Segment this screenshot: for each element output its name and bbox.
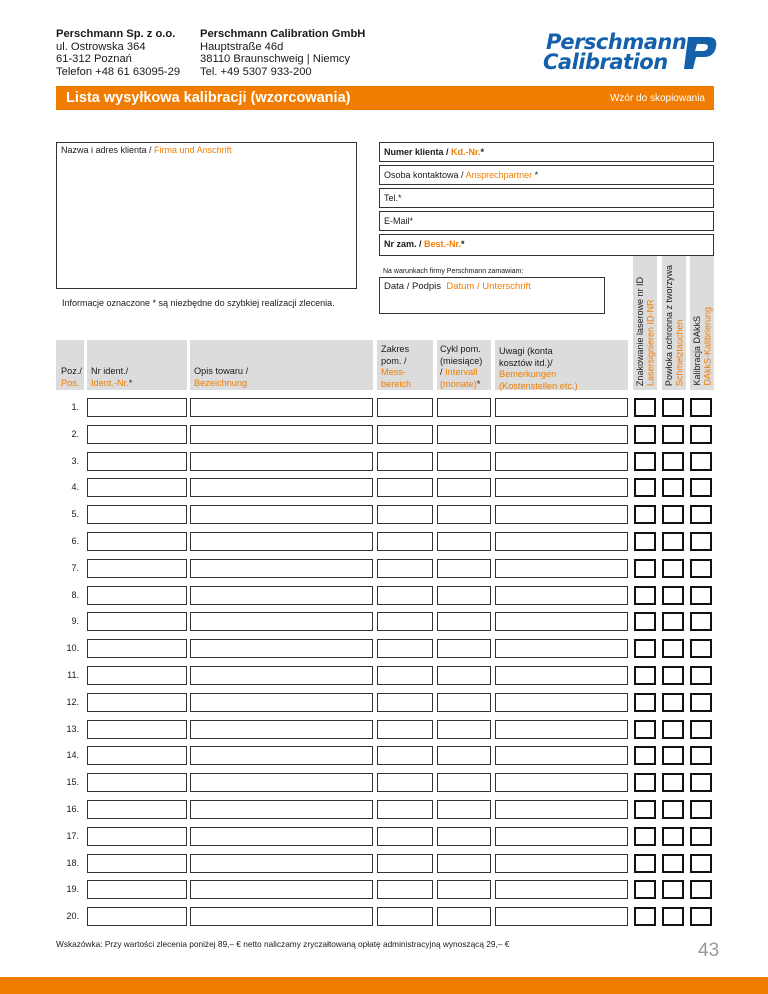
description-cell[interactable] xyxy=(190,827,373,846)
col-notes-label: kosztów itd.)/ xyxy=(499,357,553,368)
notes-cell[interactable] xyxy=(495,398,628,417)
coating-checkbox[interactable] xyxy=(662,854,684,873)
description-cell[interactable] xyxy=(190,425,373,444)
description-cell[interactable] xyxy=(190,639,373,658)
row-number: 20. xyxy=(66,911,79,921)
col-ident-header: Nr ident./ Ident.-Nr.* xyxy=(87,340,187,390)
cycle-cell[interactable] xyxy=(437,746,491,765)
description-cell[interactable] xyxy=(190,452,373,471)
coating-checkbox[interactable] xyxy=(662,612,684,631)
ident-cell[interactable] xyxy=(87,612,187,631)
laser-marking-label-de: Lasersignieren ID-NR xyxy=(645,299,656,386)
ident-cell[interactable] xyxy=(87,746,187,765)
company-de-line: Hauptstraße 46d xyxy=(200,40,284,53)
coating-checkbox[interactable] xyxy=(662,827,684,846)
ident-cell[interactable] xyxy=(87,398,187,417)
ident-cell[interactable] xyxy=(87,693,187,712)
ident-cell[interactable] xyxy=(87,532,187,551)
dakks-checkbox[interactable] xyxy=(690,800,712,819)
laser-marking-checkbox[interactable] xyxy=(634,478,656,497)
notes-cell[interactable] xyxy=(495,693,628,712)
ident-cell[interactable] xyxy=(87,854,187,873)
coating-label: Powłoka ochronna z tworzywa xyxy=(664,264,674,386)
description-cell[interactable] xyxy=(190,907,373,926)
coating-checkbox[interactable] xyxy=(662,532,684,551)
dakks-checkbox[interactable] xyxy=(690,880,712,899)
col-range-label-de: Mess- xyxy=(381,367,407,377)
notes-cell[interactable] xyxy=(495,478,628,497)
range-cell[interactable] xyxy=(377,532,433,551)
col-range-header xyxy=(377,340,433,390)
cycle-cell[interactable] xyxy=(437,854,491,873)
dakks-label-de: DAkkS-Kalibrierung xyxy=(702,307,713,386)
coating-checkbox[interactable] xyxy=(662,720,684,739)
notes-cell[interactable] xyxy=(495,532,628,551)
cycle-cell[interactable] xyxy=(437,559,491,578)
range-cell[interactable] xyxy=(377,880,433,899)
order-terms-note: Na warunkach firmy Perschmann zamawiam: xyxy=(383,268,524,275)
notes-cell[interactable] xyxy=(495,720,628,739)
col-pos-label: Poz./ xyxy=(61,366,82,376)
laser-marking-checkbox[interactable] xyxy=(634,532,656,551)
cycle-cell[interactable] xyxy=(437,907,491,926)
page-title: Lista wysyłkowa kalibracji (wzorcowania) xyxy=(66,90,351,106)
ident-cell[interactable] xyxy=(87,452,187,471)
notes-cell[interactable] xyxy=(495,586,628,605)
coating-checkbox[interactable] xyxy=(662,398,684,417)
ident-cell[interactable] xyxy=(87,505,187,524)
cycle-cell[interactable] xyxy=(437,532,491,551)
row-number: 9. xyxy=(71,616,79,626)
email-label: E-Mail* xyxy=(384,216,414,226)
range-cell[interactable] xyxy=(377,666,433,685)
coating-checkbox[interactable] xyxy=(662,666,684,685)
cycle-cell[interactable] xyxy=(437,478,491,497)
laser-marking-checkbox[interactable] xyxy=(634,398,656,417)
description-cell[interactable] xyxy=(190,773,373,792)
customer-address-label: Nazwa i adres klienta / Firma und Anschrift xyxy=(61,145,232,155)
description-cell[interactable] xyxy=(190,854,373,873)
range-cell[interactable] xyxy=(377,907,433,926)
coating-checkbox[interactable] xyxy=(662,452,684,471)
description-cell[interactable] xyxy=(190,666,373,685)
cycle-cell[interactable] xyxy=(437,452,491,471)
dakks-checkbox[interactable] xyxy=(690,505,712,524)
dakks-checkbox[interactable] xyxy=(690,720,712,739)
row-number: 18. xyxy=(66,858,79,868)
laser-marking-checkbox[interactable] xyxy=(634,854,656,873)
laser-marking-label: Znakowanie laserowe nr ID xyxy=(635,276,645,386)
coating-checkbox[interactable] xyxy=(662,693,684,712)
coating-checkbox[interactable] xyxy=(662,880,684,899)
col-range-label: pom. / xyxy=(381,355,407,366)
order-number-field[interactable] xyxy=(379,234,714,256)
range-cell[interactable] xyxy=(377,478,433,497)
row-number: 6. xyxy=(71,536,79,546)
dakks-checkbox[interactable] xyxy=(690,693,712,712)
row-number: 11. xyxy=(67,670,79,680)
cycle-cell[interactable] xyxy=(437,693,491,712)
company-de-address xyxy=(200,28,365,78)
range-cell[interactable] xyxy=(377,639,433,658)
col-cycle-header: Cykl pom. (miesiące) / Intervall (monate)* xyxy=(437,340,491,390)
company-pl-name: Perschmann Sp. z o.o. xyxy=(56,28,176,40)
dakks-label: Kalibracja DAkkS xyxy=(692,316,702,386)
row-number: 5. xyxy=(71,509,79,519)
cycle-cell[interactable] xyxy=(437,612,491,631)
ident-cell[interactable] xyxy=(87,827,187,846)
required-fields-note: Informacje oznaczone * są niezbędne do szybkiej realizacji zlecenia. xyxy=(62,298,335,308)
laser-marking-checkbox[interactable] xyxy=(634,586,656,605)
cycle-cell[interactable] xyxy=(437,505,491,524)
coating-checkbox[interactable] xyxy=(662,746,684,765)
row-number: 8. xyxy=(71,590,79,600)
row-number: 2. xyxy=(71,429,79,439)
cycle-cell[interactable] xyxy=(437,880,491,899)
notes-cell[interactable] xyxy=(495,827,628,846)
laser-marking-checkbox[interactable] xyxy=(634,666,656,685)
perschmann-p-logo-icon xyxy=(682,35,720,71)
coating-checkbox[interactable] xyxy=(662,425,684,444)
dakks-checkbox[interactable] xyxy=(690,827,712,846)
page-number: 43 xyxy=(698,940,720,961)
col-range-label-de: bereich xyxy=(381,378,412,389)
notes-cell[interactable] xyxy=(495,800,628,819)
footer-note: Wskazówka: Przy wartości zlecenia poniżej 89,– € netto naliczamy zryczałtowaną opłatę administracyjną wynoszącą 29,– € xyxy=(56,939,510,949)
range-cell[interactable] xyxy=(377,854,433,873)
description-cell[interactable] xyxy=(190,746,373,765)
range-cell[interactable] xyxy=(377,398,433,417)
ident-cell[interactable] xyxy=(87,666,187,685)
col-desc-header xyxy=(190,340,373,390)
laser-marking-checkbox[interactable] xyxy=(634,612,656,631)
logo-line1: Perschmann xyxy=(546,30,687,54)
row-number: 15. xyxy=(66,777,79,787)
customer-number-field[interactable] xyxy=(379,142,714,162)
row-number: 12. xyxy=(66,697,79,707)
range-cell[interactable] xyxy=(377,425,433,444)
range-cell[interactable] xyxy=(377,452,433,471)
coating-checkbox[interactable] xyxy=(662,478,684,497)
notes-cell[interactable] xyxy=(495,452,628,471)
notes-cell[interactable] xyxy=(495,425,628,444)
phone-field[interactable] xyxy=(379,188,714,208)
laser-marking-checkbox[interactable] xyxy=(634,559,656,578)
col-ident-label: Nr ident./ xyxy=(91,366,129,376)
description-cell[interactable] xyxy=(190,398,373,417)
contact-person-label: Osoba kontaktowa / Ansprechpartner * xyxy=(384,170,539,180)
description-cell[interactable] xyxy=(190,720,373,739)
dakks-checkbox[interactable] xyxy=(690,854,712,873)
description-cell[interactable] xyxy=(190,880,373,899)
col-cycle-label: Cykl pom. xyxy=(440,344,481,354)
laser-marking-checkbox[interactable] xyxy=(634,693,656,712)
row-number: 4. xyxy=(71,482,79,492)
ident-cell[interactable] xyxy=(87,586,187,605)
col-notes-label: Uwagi (konta xyxy=(499,346,553,356)
dakks-checkbox[interactable] xyxy=(690,639,712,658)
range-cell[interactable] xyxy=(377,800,433,819)
company-de-name: Perschmann Calibration GmbH xyxy=(200,28,366,40)
col-desc-label: Opis towaru / xyxy=(194,366,249,376)
dakks-checkbox[interactable] xyxy=(690,907,712,926)
dakks-checkbox[interactable] xyxy=(690,398,712,417)
col-notes-header xyxy=(495,340,628,390)
ident-cell[interactable] xyxy=(87,907,187,926)
ident-cell[interactable] xyxy=(87,478,187,497)
ident-cell[interactable] xyxy=(87,773,187,792)
dakks-checkbox[interactable] xyxy=(690,532,712,551)
ident-cell[interactable] xyxy=(87,559,187,578)
description-cell[interactable] xyxy=(190,800,373,819)
email-field[interactable] xyxy=(379,211,714,231)
company-pl-line: 61-312 Poznań xyxy=(56,53,132,65)
col-pos-label-de: Pos. xyxy=(61,377,80,388)
customer-number-label: Numer klienta / Kd.-Nr.* xyxy=(384,147,485,157)
notes-cell[interactable] xyxy=(495,666,628,685)
notes-cell[interactable] xyxy=(495,639,628,658)
description-cell[interactable] xyxy=(190,532,373,551)
customer-address-field[interactable] xyxy=(56,142,357,289)
company-de-line: Tel. +49 5307 933-200 xyxy=(200,65,312,78)
footer-bar xyxy=(0,977,768,994)
col-desc-label-de: Bezeichnung xyxy=(194,377,248,388)
company-pl-line: Telefon +48 61 63095-29 xyxy=(56,65,181,78)
coating-checkbox[interactable] xyxy=(662,586,684,605)
logo xyxy=(543,30,721,75)
dakks-checkbox[interactable] xyxy=(690,612,712,631)
date-signature-label: Data / Podpis Datum / Unterschrift xyxy=(384,281,531,292)
laser-marking-header xyxy=(633,256,657,390)
row-number: 19. xyxy=(66,884,79,894)
dakks-checkbox[interactable] xyxy=(690,425,712,444)
notes-cell[interactable] xyxy=(495,612,628,631)
row-number: 10. xyxy=(66,643,79,653)
description-cell[interactable] xyxy=(190,612,373,631)
dakks-checkbox[interactable] xyxy=(690,746,712,765)
company-pl-line: ul. Ostrowska 364 xyxy=(56,40,146,53)
row-number: 16. xyxy=(66,804,79,814)
laser-marking-checkbox[interactable] xyxy=(634,773,656,792)
laser-marking-checkbox[interactable] xyxy=(634,720,656,739)
row-number: 3. xyxy=(71,456,79,466)
range-cell[interactable] xyxy=(377,773,433,792)
range-cell[interactable] xyxy=(377,612,433,631)
description-cell[interactable] xyxy=(190,478,373,497)
coating-checkbox[interactable] xyxy=(662,773,684,792)
coating-label-de: Schmelztauchen xyxy=(674,319,685,386)
coating-checkbox[interactable] xyxy=(662,505,684,524)
dakks-checkbox[interactable] xyxy=(690,586,712,605)
notes-cell[interactable] xyxy=(495,559,628,578)
row-number: 7. xyxy=(71,563,79,573)
title-banner xyxy=(56,86,714,110)
order-number-label: Nr zam. / Best.-Nr.* xyxy=(384,239,465,249)
coating-checkbox[interactable] xyxy=(662,559,684,578)
cycle-cell[interactable] xyxy=(437,639,491,658)
row-number: 17. xyxy=(66,831,79,841)
cycle-cell[interactable] xyxy=(437,720,491,739)
laser-marking-checkbox[interactable] xyxy=(634,880,656,899)
description-cell[interactable] xyxy=(190,586,373,605)
ident-cell[interactable] xyxy=(87,800,187,819)
ident-cell[interactable] xyxy=(87,639,187,658)
row-number: 14. xyxy=(66,750,79,760)
laser-marking-checkbox[interactable] xyxy=(634,505,656,524)
cycle-cell[interactable] xyxy=(437,773,491,792)
col-ident-label-de: Ident.-Nr. xyxy=(91,377,129,388)
logo-line2: Calibration xyxy=(543,50,668,74)
range-cell[interactable] xyxy=(377,559,433,578)
col-notes-label-de: (Kostenstellen etc.) xyxy=(499,380,578,391)
dakks-checkbox[interactable] xyxy=(690,452,712,471)
laser-marking-checkbox[interactable] xyxy=(634,746,656,765)
row-number: 1. xyxy=(71,402,79,412)
notes-cell[interactable] xyxy=(495,907,628,926)
cycle-cell[interactable] xyxy=(437,398,491,417)
company-pl-address xyxy=(56,28,180,78)
col-range-label: Zakres xyxy=(381,344,410,354)
dakks-header xyxy=(690,256,714,390)
notes-cell[interactable] xyxy=(495,505,628,524)
cycle-cell[interactable] xyxy=(437,586,491,605)
row-number: 13. xyxy=(66,724,79,734)
cycle-cell[interactable] xyxy=(437,800,491,819)
coating-checkbox[interactable] xyxy=(662,800,684,819)
coating-header xyxy=(662,256,686,390)
laser-marking-checkbox[interactable] xyxy=(634,827,656,846)
laser-marking-checkbox[interactable] xyxy=(634,800,656,819)
cycle-cell[interactable] xyxy=(437,666,491,685)
laser-marking-checkbox[interactable] xyxy=(634,907,656,926)
description-cell[interactable] xyxy=(190,693,373,712)
dakks-checkbox[interactable] xyxy=(690,666,712,685)
col-cycle-label: (miesiące) xyxy=(440,355,483,366)
coating-checkbox[interactable] xyxy=(662,639,684,658)
notes-cell[interactable] xyxy=(495,773,628,792)
range-cell[interactable] xyxy=(377,693,433,712)
copy-note: Wzór do skopiowania xyxy=(609,93,705,104)
ident-cell[interactable] xyxy=(87,425,187,444)
range-cell[interactable] xyxy=(377,586,433,605)
ident-cell[interactable] xyxy=(87,880,187,899)
col-pos-header xyxy=(56,340,84,390)
ident-cell[interactable] xyxy=(87,720,187,739)
col-notes-label-de: Bemerkungen xyxy=(499,369,557,379)
dakks-checkbox[interactable] xyxy=(690,773,712,792)
dakks-checkbox[interactable] xyxy=(690,559,712,578)
description-cell[interactable] xyxy=(190,559,373,578)
range-cell[interactable] xyxy=(377,720,433,739)
dakks-checkbox[interactable] xyxy=(690,478,712,497)
company-de-line: 38110 Braunschweig | Niemcy xyxy=(200,53,351,65)
notes-cell[interactable] xyxy=(495,854,628,873)
cycle-cell[interactable] xyxy=(437,827,491,846)
description-cell[interactable] xyxy=(190,505,373,524)
contact-person-field[interactable] xyxy=(379,165,714,185)
laser-marking-checkbox[interactable] xyxy=(634,639,656,658)
laser-marking-checkbox[interactable] xyxy=(634,452,656,471)
laser-marking-checkbox[interactable] xyxy=(634,425,656,444)
date-signature-field[interactable] xyxy=(379,277,605,314)
range-cell[interactable] xyxy=(377,746,433,765)
cycle-cell[interactable] xyxy=(437,425,491,444)
notes-cell[interactable] xyxy=(495,746,628,765)
range-cell[interactable] xyxy=(377,505,433,524)
range-cell[interactable] xyxy=(377,827,433,846)
phone-label: Tel.* xyxy=(384,193,402,203)
coating-checkbox[interactable] xyxy=(662,907,684,926)
notes-cell[interactable] xyxy=(495,880,628,899)
